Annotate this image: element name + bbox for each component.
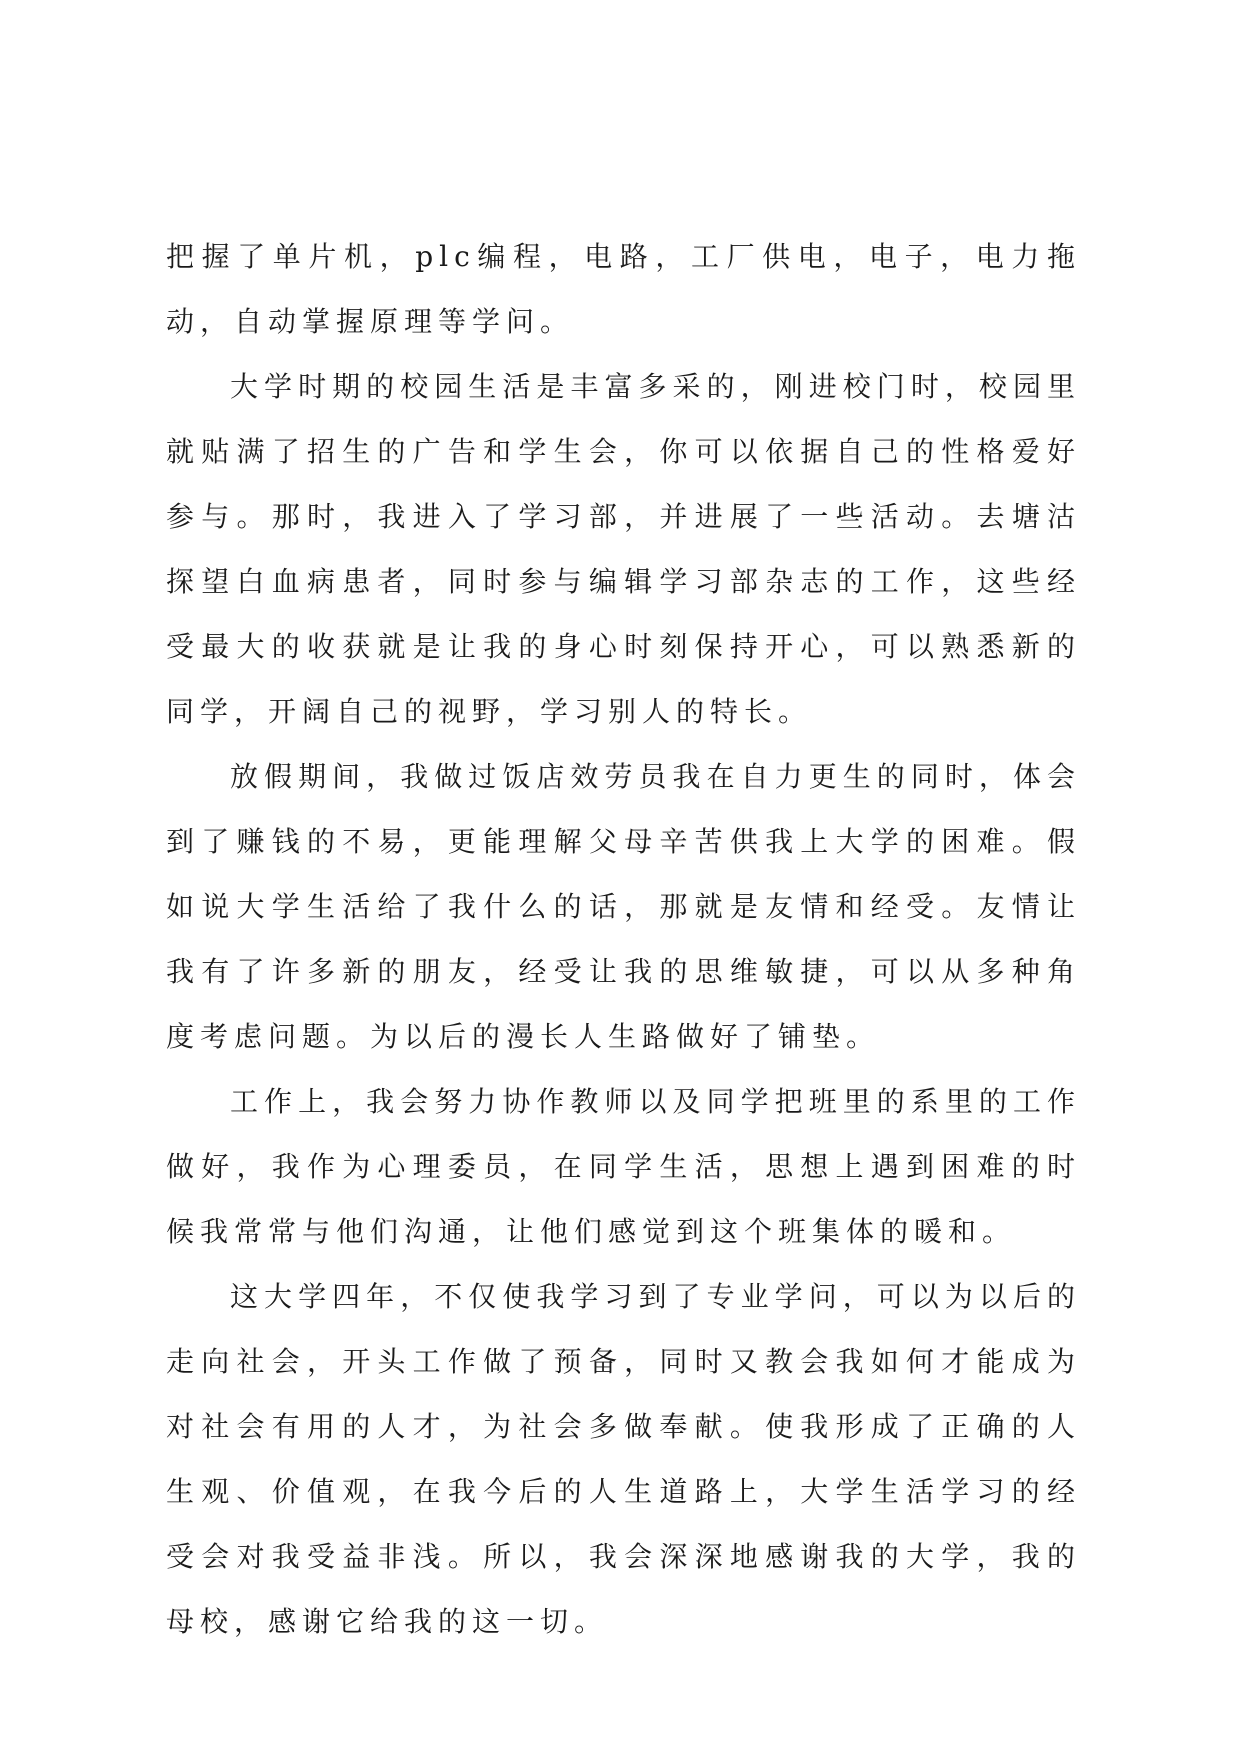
document-body [166,224,1081,1654]
paragraph-4: 工作上，我会努力协作教师以及同学把班里的系里的工作做好，我作为心理委员，在同学生活，思想上遇到困难的时候我常常与他们沟通，让他们感觉到这个班集体的暖和。 [166,1085,1081,1248]
paragraph-1: 把握了单片机，plc编程，电路，工厂供电，电子，电力拖动，自动掌握原理等学问。 [166,240,1081,338]
paragraph-2: 大学时期的校园生活是丰富多采的，刚进校门时，校园里就贴满了招生的广告和学生会，你可以依据自己的性格爱好参与。那时，我进入了学习部，并进展了一些活动。去塘沽探望白血病患者，同时参与编辑学习部杂志的工作，这些经受最大的收获就是让我的身心时刻保持开心，可以熟悉新的同学，开阔自己的视野，学习别人的特长。 [166,370,1081,728]
paragraph-3: 放假期间，我做过饭店效劳员我在自力更生的同时，体会到了赚钱的不易，更能理解父母辛苦供我上大学的困难。假如说大学生活给了我什么的话，那就是友情和经受。友情让我有了许多新的朋友，经受让我的思维敏捷，可以从多种角度考虑问题。为以后的漫长人生路做好了铺垫。 [166,760,1081,1053]
paragraph-5: 这大学四年，不仅使我学习到了专业学问，可以为以后的走向社会，开头工作做了预备，同时又教会我如何才能成为对社会有用的人才，为社会多做奉献。使我形成了正确的人生观、价值观，在我今后的人生道路上，大学生活学习的经受会对我受益非浅。所以，我会深深地感谢我的大学，我的母校，感谢它给我的这一切。 [166,1280,1081,1638]
